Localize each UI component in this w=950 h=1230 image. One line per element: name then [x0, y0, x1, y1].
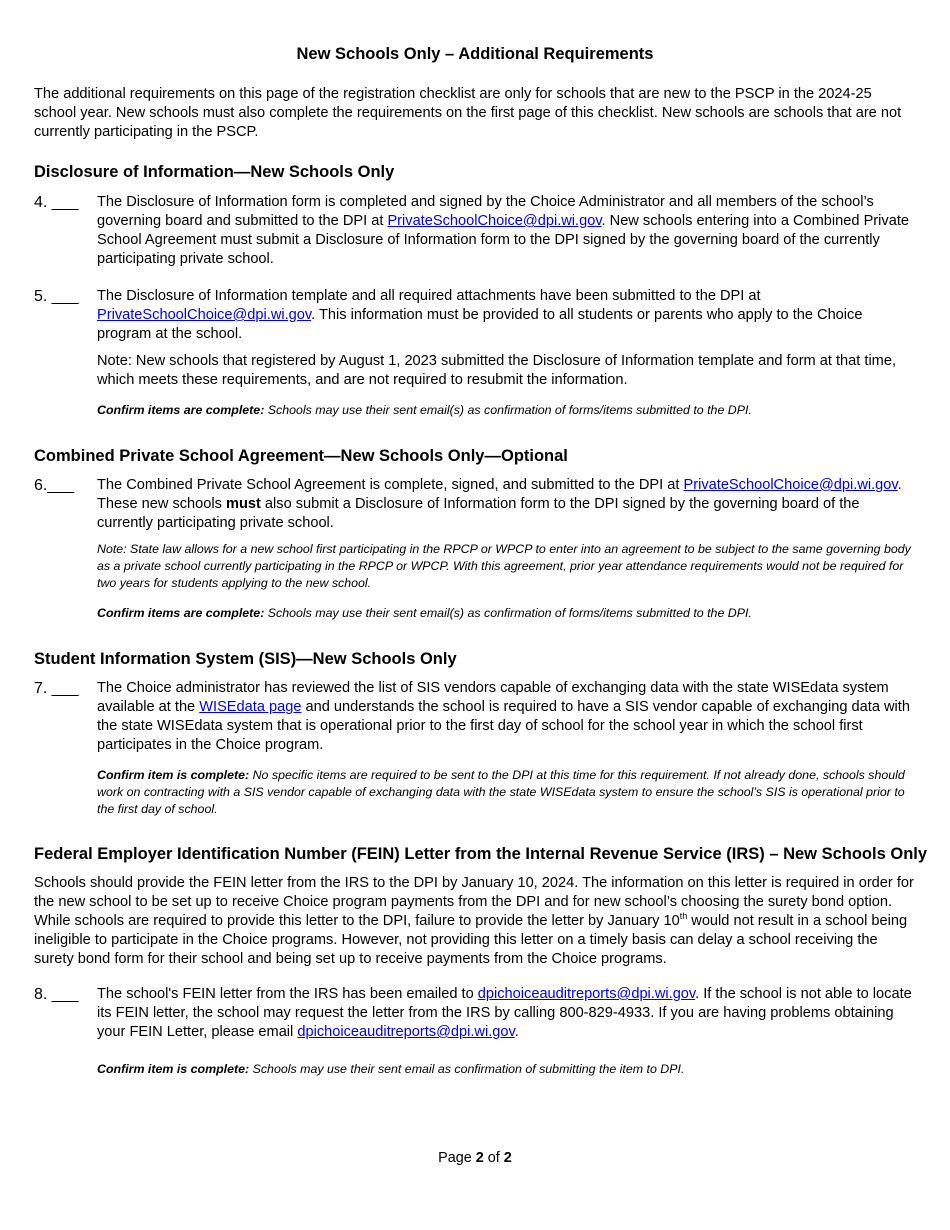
confirm-note-disclosure — [97, 402, 917, 419]
intro-paragraph: The additional requirements on this page of the registration checklist are only for schools that are new to the PSCP in the 2024-25 school year. New schools must also complete the requirements on the first page of this checklist. New schools are schools that are not currently participating in the PSCP. — [34, 86, 902, 140]
item-8-text-c: . — [514, 1024, 519, 1040]
page-footer — [0, 1150, 950, 1166]
footer-of: of — [483, 1150, 504, 1166]
confirm-note-fein — [97, 1061, 917, 1078]
email-link[interactable]: dpichoiceauditreports@dpi.wi.gov — [297, 1024, 515, 1040]
section-heading-combined: Combined Private School Agreement—New Schools Only—Optional — [34, 447, 568, 465]
email-link[interactable]: PrivateSchoolChoice@dpi.wi.gov — [97, 307, 312, 323]
item-5-text-a: The Disclosure of Information template and all required attachments have been submitted to the DPI at — [97, 288, 761, 304]
item-4-text-a: The Disclosure of Information form is completed and signed by the Choice Administrator and all members of the school’s governing board and submitted to the DPI at — [97, 194, 874, 229]
fein-para-sup: th — [679, 911, 688, 922]
email-link[interactable]: dpichoiceauditreports@dpi.wi.gov — [477, 986, 696, 1002]
section-heading-disclosure: Disclosure of Information—New Schools Only — [34, 163, 395, 181]
item-4-number: 4. ___ — [34, 194, 79, 211]
item-5-note: Note: New schools that registered by August 1, 2023 submitted the Disclosure of Information template and form at that time, which meets these requirements, and are not required to resubmit the information. — [97, 353, 897, 388]
confirm-text: Schools may use their sent email(s) as confirmation of forms/items submitted to the DPI. — [264, 403, 752, 417]
confirm-note-combined — [97, 605, 917, 622]
item-6-text — [97, 476, 917, 533]
item-5-number: 5. ___ — [34, 288, 79, 305]
item-8-number: 8. ___ — [34, 986, 79, 1003]
item-4-text-b: . New schools entering into a Combined Private School Agreement must submit a Disclosure of Information form to the DPI signed by the governing board of the currently participating private school. — [97, 213, 909, 267]
item-6-text-b: . These new schools — [97, 477, 902, 512]
item-5-text-b: . This information must be provided to all students or parents who apply to the Choice program at the school. — [97, 307, 863, 342]
item-8-text — [97, 985, 917, 1042]
fein-para-a: Schools should provide the FEIN letter from the IRS to the DPI by January 10, 2024. The information on this letter is required in order for the new school to be set up to receive Choice program payments from the DPI and for new school’s choosing the surety bond option. While schools are required to provide this letter to the DPI, failure to provide the letter by January 10 — [34, 875, 914, 929]
item-7-number: 7. ___ — [34, 680, 79, 697]
wisedata-link[interactable]: WISEdata page — [199, 699, 302, 715]
footer-prefix: Page — [438, 1150, 476, 1166]
item-6-number: 6.___ — [34, 477, 75, 494]
section-heading-fein: Federal Employer Identification Number (FEIN) Letter from the Internal Revenue Service (IRS) – New Schools Only — [34, 845, 928, 863]
item-6-bold: must — [225, 496, 261, 512]
item-6-text-c: also submit a Disclosure of Information form to the DPI signed by the governing board of the currently participating private school. — [97, 496, 860, 531]
confirm-label: Confirm item is complete: — [97, 768, 250, 782]
confirm-text: No specific items are required to be sent to the DPI at this time for this requirement. If not already done, schools should work on contracting with a SIS vendor capable of exchanging data with the state WISEdata system to ensure the school’s SIS is operational prior to the first day of school. — [97, 768, 905, 816]
email-link[interactable]: PrivateSchoolChoice@dpi.wi.gov — [683, 477, 898, 493]
confirm-text: Schools may use their sent email(s) as confirmation of forms/items submitted to the DPI. — [264, 606, 752, 620]
email-link[interactable]: PrivateSchoolChoice@dpi.wi.gov — [387, 213, 602, 229]
item-7-text — [97, 679, 917, 755]
confirm-label: Confirm items are complete: — [97, 403, 265, 417]
page-title: New Schools Only – Additional Requirements — [296, 45, 654, 63]
confirm-text: Schools may use their sent email as confirmation of submitting the item to DPI. — [249, 1062, 685, 1076]
fein-paragraph — [34, 874, 914, 969]
footer-current-page: 2 — [475, 1150, 484, 1166]
item-6-text-a: The Combined Private School Agreement is complete, signed, and submitted to the DPI at — [97, 477, 684, 493]
item-8-text-a: The school's FEIN letter from the IRS has been emailed to — [97, 986, 478, 1002]
item-7-text-b: and understands the school is required to have a SIS vendor capable of exchanging data with the state WISEdata system that is operational prior to the first day of school for the school year in which the school first participates in the Choice program. — [97, 699, 910, 753]
confirm-note-sis — [97, 767, 917, 818]
confirm-label: Confirm items are complete: — [97, 606, 265, 620]
item-4-text — [97, 193, 917, 269]
item-5-text — [97, 287, 917, 344]
combined-note: Note: State law allows for a new school first participating in the RPCP or WPCP to enter into an agreement to be subject to the same governing body as a private school currently participating in the RPCP or WPCP. With this agreement, prior year attendance requirements would not be required for two years for students applying to the new school. — [97, 542, 911, 590]
section-heading-sis: Student Information System (SIS)—New Schools Only — [34, 650, 457, 668]
item-7-text-a: The Choice administrator has reviewed the list of SIS vendors capable of exchanging data with the state WISEdata system available at the — [97, 680, 889, 715]
item-8-text-b: . If the school is not able to locate its FEIN letter, the school may request the letter from the IRS by calling 800-829-4933. If you are having problems obtaining your FEIN Letter, please email — [97, 986, 912, 1040]
confirm-label: Confirm item is complete: — [97, 1062, 250, 1076]
fein-para-b: would not result in a school being ineligible to participate in the Choice programs. However, not providing this letter on a timely basis can delay a school receiving the surety bond form for their school and being set up to receive payments from the Choice programs. — [34, 913, 908, 967]
footer-total-pages: 2 — [503, 1150, 512, 1166]
